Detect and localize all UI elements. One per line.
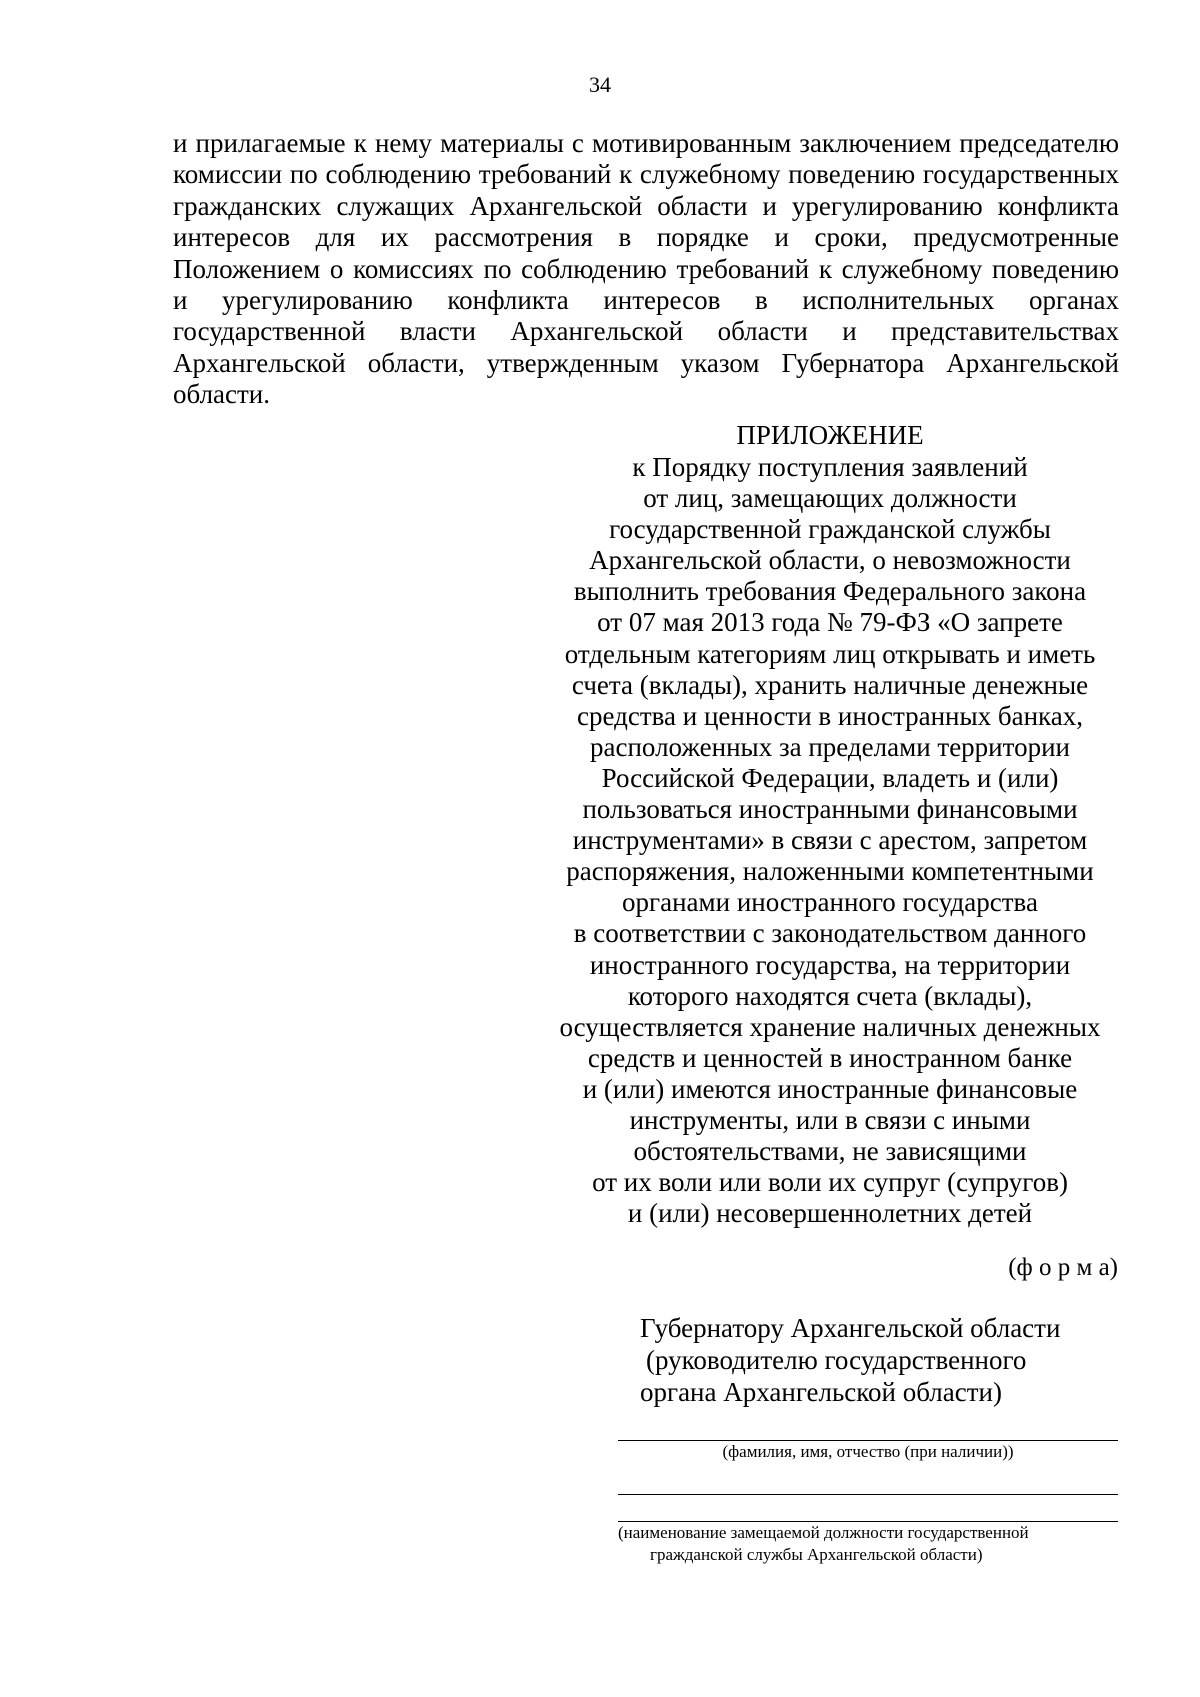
page-number: 34 xyxy=(589,72,611,97)
appendix-line: инструменты, или в связи с иными xyxy=(629,1104,1031,1135)
appendix-line: расположенных за пределами территории xyxy=(590,731,1070,762)
appendix-line: государственной гражданской службы xyxy=(609,514,1051,545)
appendix-line: и (или) несовершеннолетних детей xyxy=(627,1198,1033,1229)
body-line: и урегулированию конфликта интересов в исполнительных органах xyxy=(173,284,1119,315)
appendix-line: распоряжения, наложенными компетентными xyxy=(566,856,1094,887)
position-hint-line: (наименование замещаемой должности государственной xyxy=(618,1523,1029,1542)
body-line: области. xyxy=(173,379,271,410)
appendix-line: выполнить требования Федерального закона xyxy=(573,576,1087,607)
appendix-line: от 07 мая 2013 года № 79-ФЗ «О запрете xyxy=(597,607,1063,638)
appendix-line: Архангельской области, о невозможности xyxy=(589,545,1071,576)
appendix-line: средств и ценностей в иностранном банке xyxy=(587,1042,1073,1073)
appendix-line: обстоятельствами, не зависящими xyxy=(633,1136,1027,1167)
body-paragraph xyxy=(173,128,1119,411)
appendix-line: инструментами» в связи с арестом, запретом xyxy=(572,825,1088,856)
appendix-line: в соответствии с законодательством данного xyxy=(573,918,1087,949)
full-name-hint: (фамилия, имя, отчество (при наличии)) xyxy=(722,1442,1014,1461)
full-name-field[interactable] xyxy=(618,1440,1118,1463)
appendix-line: пользоваться иностранными финансовыми xyxy=(582,794,1078,825)
addressee-line: органа Архангельской области) xyxy=(640,1377,1002,1407)
body-line: государственной власти Архангельской области и представительствах xyxy=(173,316,1119,347)
appendix-line: органами иностранного государства xyxy=(622,887,1038,918)
appendix-line: от лиц, замещающих должности xyxy=(643,483,1017,514)
body-line: комиссии по соблюдению требований к служебному поведению государственных xyxy=(173,159,1119,190)
blank-underline[interactable] xyxy=(618,1494,1118,1495)
addressee-block xyxy=(640,1312,1110,1408)
body-line: и прилагаемые к нему материалы с мотивированным заключением председателю xyxy=(173,128,1119,158)
body-line: Положением о комиссиях по соблюдению требований к служебному поведению xyxy=(173,253,1119,284)
appendix-line: Российской Федерации, владеть и (или) xyxy=(601,762,1059,793)
appendix-line: счета (вклады), хранить наличные денежные xyxy=(571,669,1089,700)
appendix-line: которого находятся счета (вклады), xyxy=(627,980,1033,1011)
appendix-line: средства и ценности в иностранных банках, xyxy=(576,700,1083,731)
appendix-title: ПРИЛОЖЕНИЕ xyxy=(736,420,924,450)
appendix-line: от их воли или воли их супруг (супругов) xyxy=(592,1167,1068,1198)
body-line: интересов для их рассмотрения в порядке и сроки, предусмотренные xyxy=(173,222,1119,253)
body-line: Архангельской области, утвержденным указом Губернатора Архангельской xyxy=(173,347,1119,378)
addressee-line: Губернатору Архангельской области xyxy=(640,1313,1061,1343)
appendix-line: к Порядку поступления заявлений xyxy=(632,452,1028,482)
appendix-header xyxy=(540,420,1120,1229)
position-field[interactable] xyxy=(618,1521,1118,1566)
appendix-line: и (или) имеются иностранные финансовые xyxy=(582,1073,1078,1104)
blank-field[interactable] xyxy=(618,1494,1118,1495)
appendix-line: осуществляется хранение наличных денежных xyxy=(559,1011,1101,1042)
body-line: гражданских служащих Архангельской области и урегулированию конфликта xyxy=(173,190,1119,221)
addressee-line: (руководителю государственного xyxy=(646,1345,1027,1375)
appendix-line: иностранного государства, на территории xyxy=(589,949,1071,980)
form-label: (ф о р м а) xyxy=(1008,1254,1118,1281)
position-hint-line: гражданской службы Архангельской области) xyxy=(650,1545,983,1564)
appendix-line: отдельным категориям лиц открывать и иметь xyxy=(564,638,1096,669)
